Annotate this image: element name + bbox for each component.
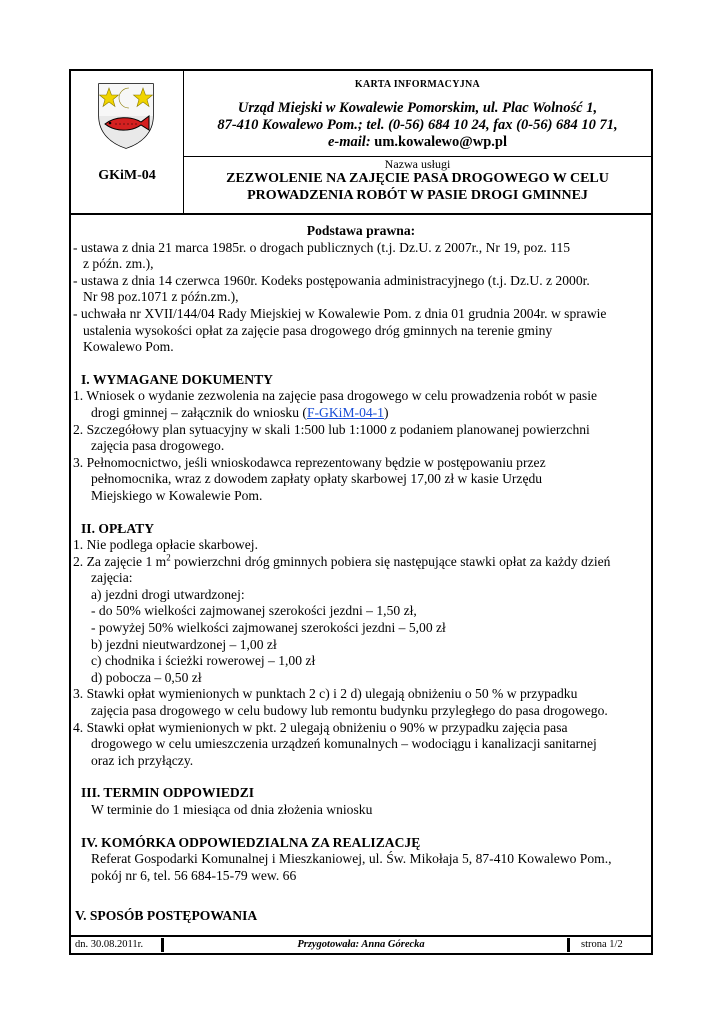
service-code: GKiM-04: [98, 168, 156, 183]
deadline-text: W terminie do 1 miesiąca od dnia złożenia wniosku: [91, 802, 373, 817]
fee-2c: c) chodnika i ścieżki rowerowej – 1,00 zł: [91, 653, 316, 669]
footer-prepared-by: Przygotowała: Anna Górecka: [297, 939, 425, 950]
deadline-title: III. TERMIN ODPOWIEDZI: [81, 785, 255, 801]
card-type-label: KARTA INFORMACYJNA: [354, 79, 481, 90]
document-body: [73, 223, 649, 925]
footer-separator: [161, 938, 164, 952]
doc-1-line-2: drogi gminnej – załącznik do wniosku (F-GKiM-04-1): [91, 404, 389, 420]
fee-2d: d) pobocza – 0,50 zł: [91, 669, 202, 685]
coat-of-arms-logo: [91, 80, 161, 150]
header-bottom-rule: [71, 213, 651, 215]
service-name-label: Nazwa usługi: [384, 157, 451, 171]
fee-2-line-2: zajęcia:: [91, 570, 133, 586]
doc-2-line-1: 2. Szczegółowy plan sytuacyjny w skali 1:500 lub 1:1000 z podaniem planowanej powierzchni: [73, 421, 590, 437]
doc-1-line-1: 1. Wniosek o wydanie zezwolenia na zajęcie pasa drogowego w celu prowadzenia robót w pasie: [73, 388, 598, 404]
email-address[interactable]: um.kowalewo@wp.pl: [374, 134, 508, 150]
email-label: e-mail:: [327, 134, 371, 150]
fee-2a-1: - do 50% wielkości zajmowanej szerokości jezdni – 1,50 zł,: [91, 603, 417, 619]
legal-item-1-line-1: - ustawa z dnia 21 marca 1985r. o drogach publicznych (t.j. Dz.U. z 2007r., Nr 19, poz. 115: [73, 239, 571, 255]
doc-3-line-1: 3. Pełnomocnictwo, jeśli wnioskodawca reprezentowany będzie w postępowaniu przez: [73, 454, 546, 470]
legal-item-1-line-2: z późn. zm.),: [83, 256, 154, 272]
service-name-line-2: PROWADZENIA ROBÓT W PASIE DROGI GMINNEJ: [247, 188, 588, 203]
fee-3-line-2: zajęcia pasa drogowego w celu budowy lub remontu budynku przyległego do pasa drogowego.: [91, 703, 608, 719]
documents-title: I. WYMAGANE DOKUMENTY: [81, 371, 273, 387]
fee-3-line-1: 3. Stawki opłat wymienionych w punktach 2 c) i 2 d) ulegają obniżeniu o 50 % w przypadku: [73, 686, 578, 702]
info-card: [69, 69, 653, 955]
office-line-2: 87-410 Kowalewo Pom.; tel. (0-56) 684 10 24, fax (0-56) 684 10 71,: [217, 117, 618, 133]
fee-2a-2: - powyżej 50% wielkości zajmowanej szerokości jezdni – 5,00 zł: [91, 620, 446, 636]
footer: [71, 937, 651, 955]
fee-2a: a) jezdni drogi utwardzonej:: [91, 586, 245, 602]
fee-4-line-2: drogowego w celu umieszczenia urządzeń komunalnych – wodociągu i kanalizacji sanitarnej: [91, 736, 597, 752]
unit-title: IV. KOMÓRKA ODPOWIEDZIALNA ZA REALIZACJĘ: [81, 834, 421, 850]
footer-separator: [567, 938, 570, 952]
doc-3-line-2: pełnomocnika, wraz z dowodem zapłaty opłaty skarbowej 17,00 zł w kasie Urzędu: [91, 471, 543, 487]
legal-basis-title: Podstawa prawna:: [306, 223, 416, 238]
fee-4-line-1: 4. Stawki opłat wymienionych w pkt. 2 ulegają obniżeniu o 90% w przypadku zajęcia pasa: [73, 719, 568, 735]
unit-line-1: Referat Gospodarki Komunalnej i Mieszkaniowej, ul. Św. Mikołaja 5, 87-410 Kowalewo Pom.,: [91, 851, 612, 867]
doc-2-line-2: zajęcia pasa drogowego.: [91, 438, 225, 454]
legal-item-3-line-3: Kowalewo Pom.: [83, 339, 174, 355]
fee-2-line-1: 2. Za zajęcie 1 $m^2$ powierzchni dróg gminnych pobiera się następujące stawki opłat za każdy dzień: [73, 552, 611, 569]
office-line-1: Urząd Miejski w Kowalewie Pomorskim, ul. Plac Wolność 1,: [237, 100, 598, 116]
office-info: [184, 100, 651, 151]
legal-item-3-line-1: - uchwała nr XVII/144/04 Rady Miejskiej w Kowalewie Pom. z dnia 01 grudnia 2004r. w sprawie: [73, 305, 607, 321]
legal-item-3-line-2: ustalenia wysokości opłat za zajęcie pasa drogowego dróg gminnych na terenie gminy: [83, 322, 553, 338]
unit-line-2: pokój nr 6, tel. 56 684-15-79 wew. 66: [91, 867, 297, 883]
footer-date: dn. 30.08.2011r.: [75, 939, 144, 950]
legal-item-2-line-2: Nr 98 poz.1071 z późn.zm.),: [83, 289, 239, 305]
fee-2b: b) jezdni nieutwardzonej – 1,00 zł: [91, 636, 277, 652]
fee-1: 1. Nie podlega opłacie skarbowej.: [73, 537, 258, 553]
logo-cell: [71, 71, 183, 213]
footer-page-number: strona 1/2: [581, 939, 623, 950]
doc-3-line-3: Miejskiego w Kowalewie Pom.: [91, 487, 263, 503]
procedure-title: V. SPOSÓB POSTĘPOWANIA: [75, 908, 258, 924]
fee-4-line-3: oraz ich przyłączy.: [91, 752, 194, 768]
office-email-line: [184, 134, 651, 151]
fees-title: II. OPŁATY: [81, 520, 155, 536]
form-link[interactable]: F-GKiM-04-1: [306, 404, 384, 420]
service-name-line-1: ZEZWOLENIE NA ZAJĘCIE PASA DROGOWEGO W CELU: [226, 171, 609, 186]
legal-item-2-line-1: - ustawa z dnia 14 czerwca 1960r. Kodeks postępowania administracyjnego (t.j. Dz.U. z 2000r.: [73, 272, 590, 288]
service-name: [184, 170, 651, 204]
